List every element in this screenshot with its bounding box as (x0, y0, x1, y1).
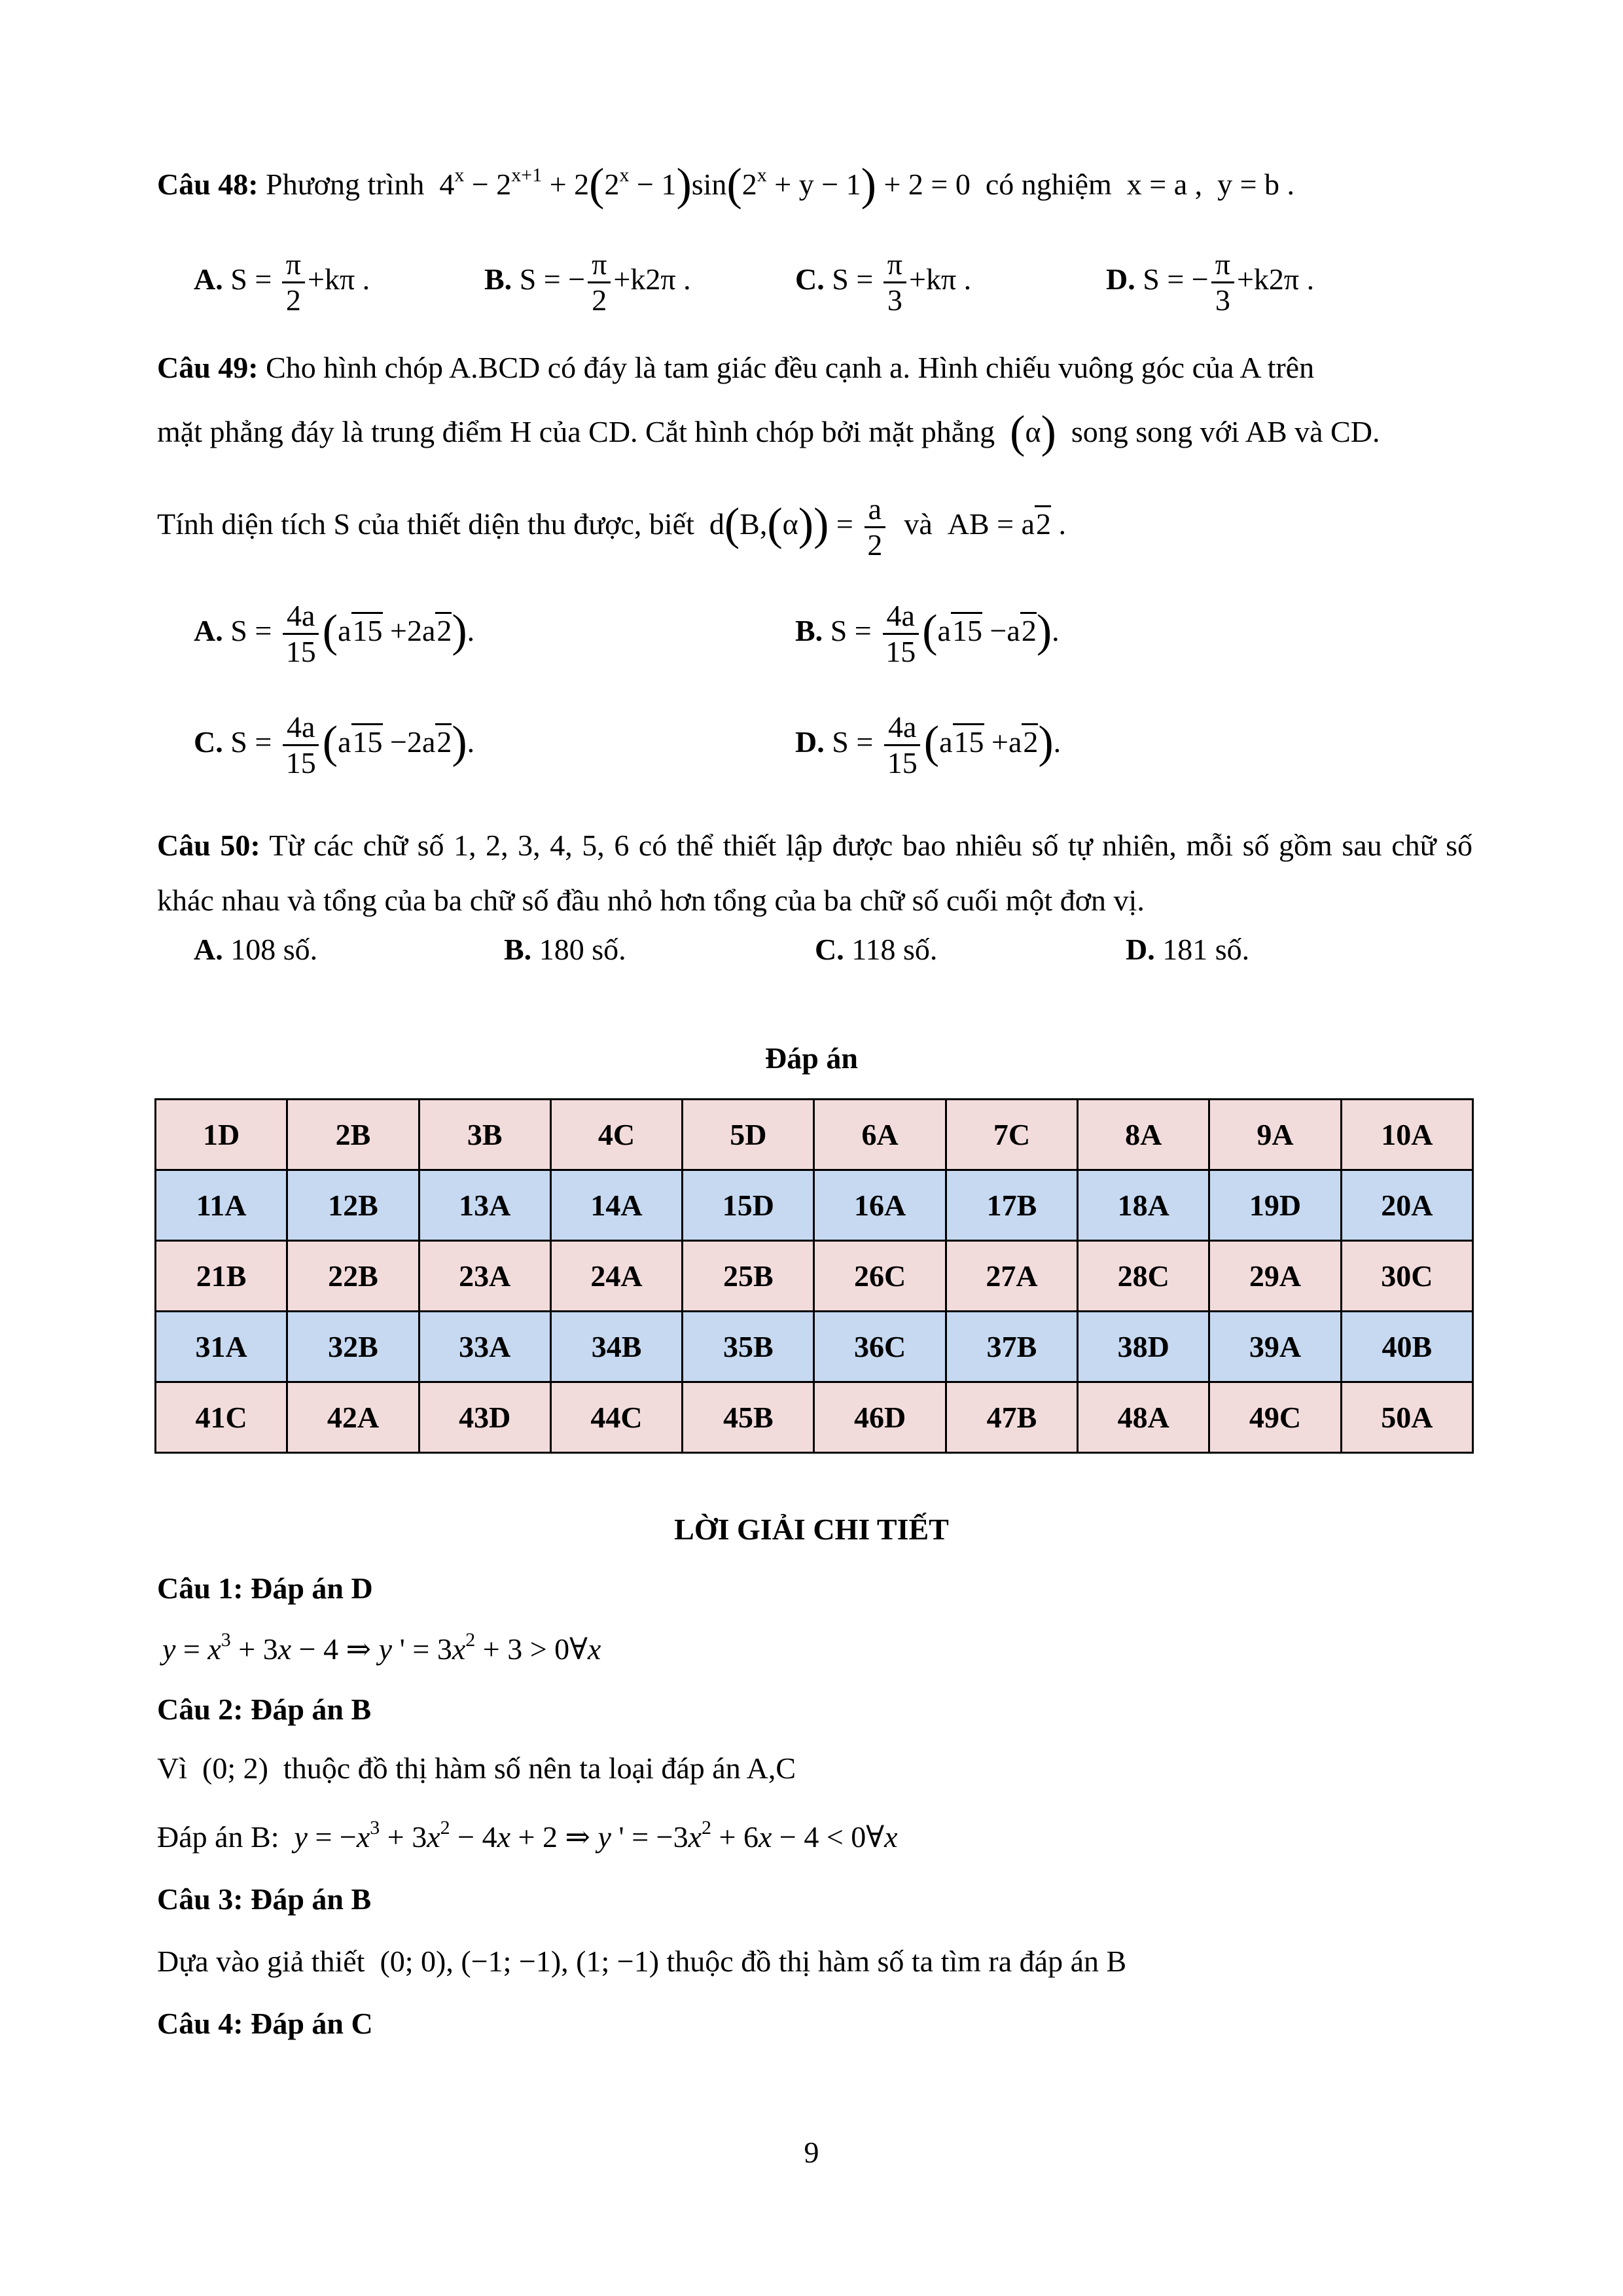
answer-cell: 22B (287, 1241, 419, 1312)
question-48-text: Phương trình (266, 168, 425, 201)
answer-cell: 23A (419, 1241, 550, 1312)
answer-cell: 14A (550, 1170, 682, 1241)
question-48-equation: $4^x - 2^{x+1} + 2(2^x - 1)\sin(2^x + y - 1) + 2 = 0$ (431, 160, 978, 210)
answer-cell: 28C (1078, 1241, 1209, 1312)
answer-cell: 48A (1078, 1382, 1209, 1453)
answer-cell: 17B (946, 1170, 1077, 1241)
answer-cell: 35B (683, 1312, 814, 1382)
answer-cell: 12B (287, 1170, 419, 1241)
answer-cell: 16A (814, 1170, 946, 1241)
answer-cell: 4C (550, 1100, 682, 1170)
option-50-d: D. 181 số. (1126, 933, 1250, 966)
answer-row (156, 1100, 1473, 1170)
answer-cell: 36C (814, 1312, 946, 1382)
question-48-label: Câu 48: (157, 168, 259, 201)
answer-cell: 46D (814, 1382, 946, 1453)
answer-cell: 44C (550, 1382, 682, 1453)
answer-key-table (154, 1098, 1474, 1454)
answer-cell: 7C (946, 1100, 1077, 1170)
question-48-solution-vars: x = a , y = b . (1119, 168, 1295, 201)
answer-row (156, 1312, 1473, 1382)
question-49-options-row-2 (157, 710, 1472, 795)
answer-row (156, 1241, 1473, 1312)
answer-cell: 9A (1209, 1100, 1341, 1170)
answer-cell: 32B (287, 1312, 419, 1382)
answer-cell: 31A (156, 1312, 287, 1382)
answer-cell: 18A (1078, 1170, 1209, 1241)
option-50-a: A. 108 số. (194, 933, 318, 966)
answer-cell: 11A (156, 1170, 287, 1241)
answer-cell: 26C (814, 1241, 946, 1312)
option-48-b: B. S = − $\frac{\pi}{2}$ +k2π . (484, 247, 691, 317)
question-49-line-2: mặt phẳng đáy là trung điểm H của CD. Cắt hình chóp bởi mặt phẳng (α) song song với AB và CD. (157, 407, 1380, 457)
answer-cell: 25B (683, 1241, 814, 1312)
answer-cell: 34B (550, 1312, 682, 1382)
option-48-a: A. S = $\frac{\pi}{2}$ +kπ . (194, 247, 370, 317)
answer-cell: 13A (419, 1170, 550, 1241)
answer-cell: 10A (1341, 1100, 1472, 1170)
page-number: 9 (804, 2136, 819, 2169)
option-49-a: A. S = $\frac{4a}{15}$ (a15 +2a2). (194, 599, 475, 668)
answer-cell: 19D (1209, 1170, 1341, 1241)
answer-cell: 33A (419, 1312, 550, 1382)
option-49-c: C. S = $\frac{4a}{15}$ (a15 −2a2). (194, 710, 475, 780)
solution-2-line-1: Vì (0; 2) thuộc đồ thị hàm số nên ta loại đáp án A,C (157, 1751, 796, 1785)
option-50-c: C. 118 số. (815, 933, 938, 966)
answer-cell: 8A (1078, 1100, 1209, 1170)
answer-cell: 2B (287, 1100, 419, 1170)
answer-cell: 39A (1209, 1312, 1341, 1382)
answer-cell: 15D (683, 1170, 814, 1241)
option-50-b: B. 180 số. (504, 933, 626, 966)
question-49-options-row-1 (157, 599, 1472, 684)
question-50-options (157, 932, 1472, 991)
question-48-options (157, 247, 1472, 319)
question-49-label: Câu 49: (157, 351, 259, 384)
question-48-text-2: có nghiệm (985, 168, 1112, 201)
answer-cell: 42A (287, 1382, 419, 1453)
option-49-d: D. S = $\frac{4a}{15}$ (a15 +a2). (795, 710, 1061, 780)
solution-title: LỜI GIẢI CHI TIẾT (674, 1513, 949, 1546)
solution-3-line: Dựa vào giả thiết (0; 0), (−1; −1), (1; −1) thuộc đồ thị hàm số ta tìm ra đáp án B (157, 1945, 1127, 1978)
question-50: Câu 50: Từ các chữ số 1, 2, 3, 4, 5, 6 có thể thiết lập được bao nhiêu số tự nhiên, mỗi số gồm sau chữ số khác nhau và tổng của ba chữ số đầu nhỏ hơn tổng của ba chữ số cuối một đơn vị. (157, 829, 1472, 917)
answer-cell: 21B (156, 1241, 287, 1312)
answer-cell: 5D (683, 1100, 814, 1170)
answer-cell: 29A (1209, 1241, 1341, 1312)
answer-cell: 41C (156, 1382, 287, 1453)
question-50-label: Câu 50: (157, 829, 260, 862)
solution-2-line-2: Đáp án B: $y = -x^3 + 3x^2 - 4x + 2$ ⇒ y ' = $-3x^2 + 6x - 4$ < 0∀x (157, 1817, 898, 1854)
answer-cell: 47B (946, 1382, 1077, 1453)
solution-2-heading: Câu 2: Đáp án B (157, 1693, 372, 1726)
answer-row (156, 1382, 1473, 1453)
option-49-b: B. S = $\frac{4a}{15}$ (a15 −a2). (795, 599, 1060, 668)
answer-cell: 6A (814, 1100, 946, 1170)
answer-cell: 50A (1341, 1382, 1472, 1453)
answer-cell: 38D (1078, 1312, 1209, 1382)
answer-cell: 24A (550, 1241, 682, 1312)
solution-1-formula: $y = x^3 + 3x - 4$ ⇒ y ' = $3x^2 + 3$ > 0∀x (162, 1629, 601, 1666)
question-49-line-1: Câu 49: Cho hình chóp A.BCD có đáy là tam giác đều cạnh a. Hình chiếu vuông góc của A trên (157, 351, 1315, 384)
option-48-c: C. S = $\frac{\pi}{3}$ +kπ . (795, 247, 972, 317)
answer-key-title: Đáp án (765, 1041, 858, 1075)
answer-cell: 27A (946, 1241, 1077, 1312)
answer-cell: 40B (1341, 1312, 1472, 1382)
solution-1-heading: Câu 1: Đáp án D (157, 1571, 373, 1605)
option-48-d: D. S = − $\frac{\pi}{3}$ +k2π . (1106, 247, 1315, 317)
solution-4-heading: Câu 4: Đáp án C (157, 2007, 373, 2040)
answer-cell: 20A (1341, 1170, 1472, 1241)
question-49-line-3: Tính diện tích S của thiết diện thu được, biết d(B,(α)) = $\frac{a}{2}$ và AB = a2 . (157, 492, 1067, 562)
answer-cell: 43D (419, 1382, 550, 1453)
answer-cell: 30C (1341, 1241, 1472, 1312)
answer-cell: 45B (683, 1382, 814, 1453)
answer-cell: 1D (156, 1100, 287, 1170)
answer-row (156, 1170, 1473, 1241)
solution-3-heading: Câu 3: Đáp án B (157, 1882, 372, 1916)
answer-cell: 37B (946, 1312, 1077, 1382)
question-48 (157, 160, 1472, 210)
answer-cell: 3B (419, 1100, 550, 1170)
answer-cell: 49C (1209, 1382, 1341, 1453)
